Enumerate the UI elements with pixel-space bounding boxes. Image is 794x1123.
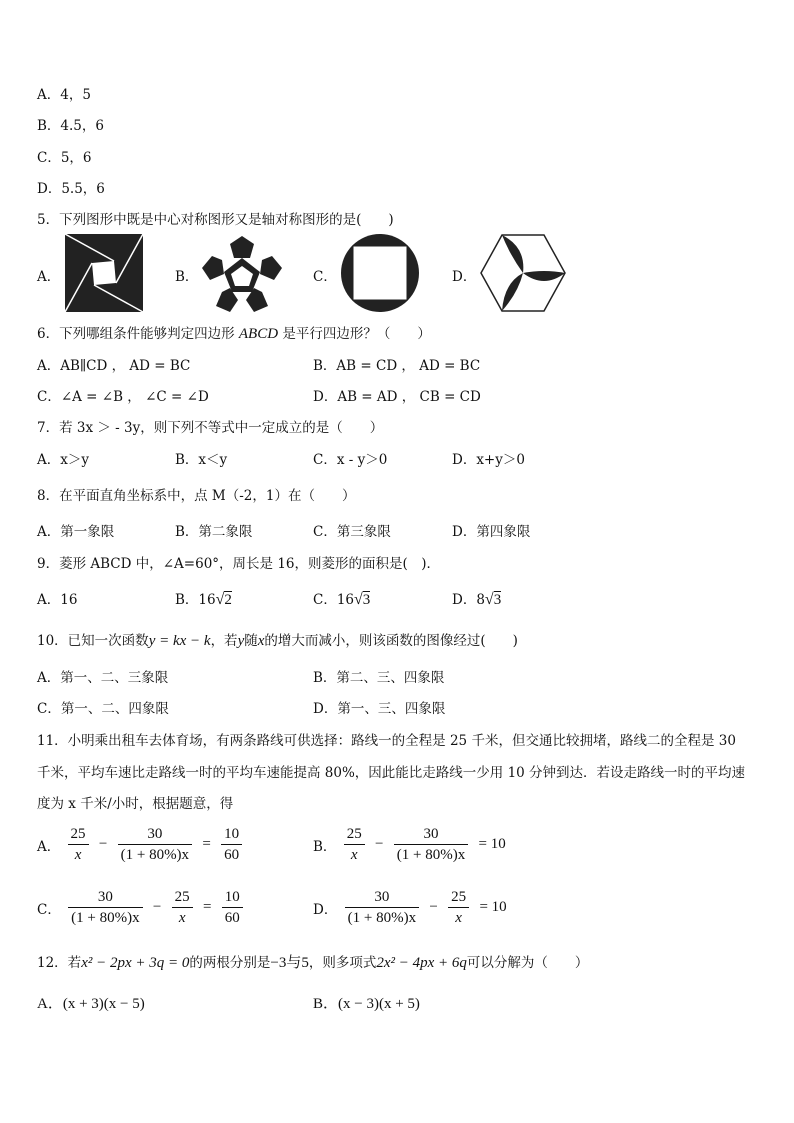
q6-option-a: A．AB∥CD ， AD = BC [37, 358, 191, 374]
fraction [68, 887, 142, 928]
q12-stem-mid2: ，则多项式 [308, 955, 377, 971]
q9-option-d [452, 588, 501, 609]
q10-option-b: B．第二、三、四象限 [313, 670, 445, 686]
q12-option-b [313, 992, 420, 1013]
denominator: 60 [224, 847, 240, 863]
fraction [118, 824, 192, 865]
denominator: (1 + 80%)x [396, 847, 466, 863]
fraction [344, 824, 365, 865]
q5-figure-c [340, 233, 420, 313]
equals-sign: = [202, 899, 212, 915]
rhs-value: = 10 [478, 836, 506, 852]
q11-option-d [313, 887, 510, 928]
q7-stem: 7．若 3x ＞ - 3y，则下列不等式中一定成立的是（ ） [37, 420, 384, 436]
q8-option-d: D．第四象限 [452, 524, 531, 540]
q10-stem-post: 的增大而减小，则该函数的图像经过( ) [264, 633, 518, 649]
numerator: 10 [222, 887, 243, 908]
sqrt-icon: √ [215, 591, 225, 608]
minus-sign: − [429, 899, 438, 915]
minus-sign: − [152, 899, 162, 915]
denominator: (1 + 80%)x [347, 910, 417, 926]
q4-option-c: C．5，6 [37, 150, 92, 166]
q6-stem-pre: 6．下列哪组条件能够判定四边形 [37, 326, 235, 342]
q12-option-a [37, 992, 145, 1013]
q9-option-b [175, 588, 232, 609]
sqrt-icon: √ [484, 591, 494, 608]
q10-formula: y = kx − k [148, 633, 211, 649]
q5-figure-d [480, 233, 566, 313]
q11-option-c-label: C． [37, 901, 61, 918]
q8-option-b: B．第二象限 [175, 524, 253, 540]
fraction [68, 824, 89, 865]
q11-option-a [37, 824, 245, 865]
denominator: x [74, 847, 82, 863]
q5-figure-b [200, 234, 284, 314]
q4-option-a: A．4，5 [37, 87, 91, 103]
q11-line-3: 度为 x 千米/小时，根据题意，得 [37, 796, 234, 812]
q5-label-b: B． [175, 269, 199, 285]
q11-option-d-label: D． [313, 901, 338, 918]
q9-option-c-label: C．16 [313, 592, 355, 608]
q10-stem-mid: ，若 [210, 633, 238, 649]
q11-option-b-label: B． [313, 838, 337, 855]
denominator: 60 [224, 910, 240, 926]
q5-label-c: C． [313, 269, 337, 285]
q11-option-b [313, 824, 509, 865]
denominator: x [178, 910, 186, 926]
q7-option-b: B．x＜y [175, 452, 228, 468]
sqrt-icon: √ [354, 591, 363, 608]
numerator: 25 [344, 824, 365, 845]
q9-option-a: A．16 [37, 592, 78, 608]
q5-label-a: A． [37, 269, 61, 285]
q10-option-a: A．第一、二、三象限 [37, 670, 169, 686]
denominator: x [455, 910, 462, 926]
q5-figure-a [64, 233, 144, 313]
fraction [221, 824, 242, 865]
q6-option-d: D．AB = AD ， CB = CD [313, 389, 481, 405]
q6-option-c: C．∠A = ∠B ， ∠C = ∠D [37, 389, 209, 405]
q9-option-c [313, 588, 370, 609]
q4-option-d: D．5.5，6 [37, 181, 105, 197]
q6-stem-var: ABCD [238, 326, 279, 342]
q9-option-d-label: D．8 [452, 592, 485, 608]
fraction [222, 887, 243, 928]
q12-equation: x² − 2px + 3q = 0 [81, 955, 190, 971]
q11-option-c [37, 887, 246, 928]
numerator: 30 [394, 824, 468, 845]
numerator: 30 [68, 887, 142, 908]
q10-stem-pre: 10．已知一次函数 [37, 633, 149, 649]
q12-stem [37, 951, 588, 972]
numerator: 25 [448, 887, 469, 908]
q9-option-d-radicand: 3 [493, 592, 502, 608]
q7-option-d: D．x+y＞0 [452, 452, 525, 468]
q8-option-c: C．第三象限 [313, 524, 391, 540]
q8-option-a: A．第一象限 [37, 524, 115, 540]
numerator: 30 [118, 824, 192, 845]
q12-stem-mid: 的两根分别是 [189, 955, 271, 971]
numerator: 10 [221, 824, 242, 845]
q12-option-b-text: B．(x − 3)(x + 5) [313, 996, 420, 1012]
q10-var-x: x [257, 633, 265, 649]
equals-sign: = [202, 836, 211, 852]
q12-option-a-text: A．(x + 3)(x − 5) [37, 996, 145, 1012]
q12-stem-post: 可以分解为（ ） [466, 955, 589, 971]
q11-option-a-label: A． [37, 838, 61, 855]
q12-stem-pre: 12．若 [37, 955, 82, 971]
minus-sign: − [375, 836, 384, 852]
q8-stem: 8．在平面直角坐标系中，点 M（-2，1）在（ ） [37, 488, 356, 504]
denominator: (1 + 80%)x [71, 910, 140, 926]
q10-stem [37, 629, 518, 650]
q5-stem: 5．下列图形中既是中心对称图形又是轴对称图形的是( ) [37, 212, 394, 228]
q5-label-d: D． [452, 269, 477, 285]
rhs-value: = 10 [479, 899, 507, 915]
q7-option-c: C．x - y＞0 [313, 452, 388, 468]
q6-stem-post: 是平行四边形？（ ） [282, 326, 431, 342]
fraction [448, 887, 469, 928]
q11-line-2: 千米，平均车速比走路线一时的平均车速能提高 80%，因此能比走路线一少用 10 分钟到达．若设走路线一时的平均速 [37, 765, 746, 781]
q10-var-y: y [237, 633, 245, 649]
denominator: (1 + 80%)x [120, 847, 190, 863]
q9-option-b-radicand: 2 [224, 592, 232, 608]
q4-option-b: B．4.5，6 [37, 118, 104, 134]
minus-sign: − [98, 836, 108, 852]
numerator: 25 [172, 887, 193, 908]
q12-roots: −3与5 [270, 955, 309, 971]
q10-stem-mid2: 随 [244, 633, 258, 649]
q10-option-d: D．第一、三、四象限 [313, 701, 446, 717]
numerator: 30 [345, 887, 419, 908]
q9-option-b-label: B．16 [175, 592, 216, 608]
q12-polynomial: 2x² − 4px + 6q [376, 955, 467, 971]
denominator: x [350, 847, 358, 863]
q6-option-b: B．AB = CD ， AD = BC [313, 358, 481, 374]
fraction [345, 887, 419, 928]
q10-option-c: C．第一、二、四象限 [37, 701, 169, 717]
q11-line-1: 11．小明乘出租车去体育场，有两条路线可供选择：路线一的全程是 25 千米，但交通比较拥堵，路线二的全程是 30 [37, 733, 736, 749]
q9-stem: 9．菱形 ABCD 中，∠A=60°，周长是 16，则菱形的面积是( )． [37, 556, 441, 572]
fraction [394, 824, 468, 865]
q6-stem [37, 322, 431, 343]
numerator: 25 [68, 824, 89, 845]
q9-option-c-radicand: 3 [362, 592, 371, 608]
fraction [172, 887, 193, 928]
q7-option-a: A．x＞y [37, 452, 89, 468]
